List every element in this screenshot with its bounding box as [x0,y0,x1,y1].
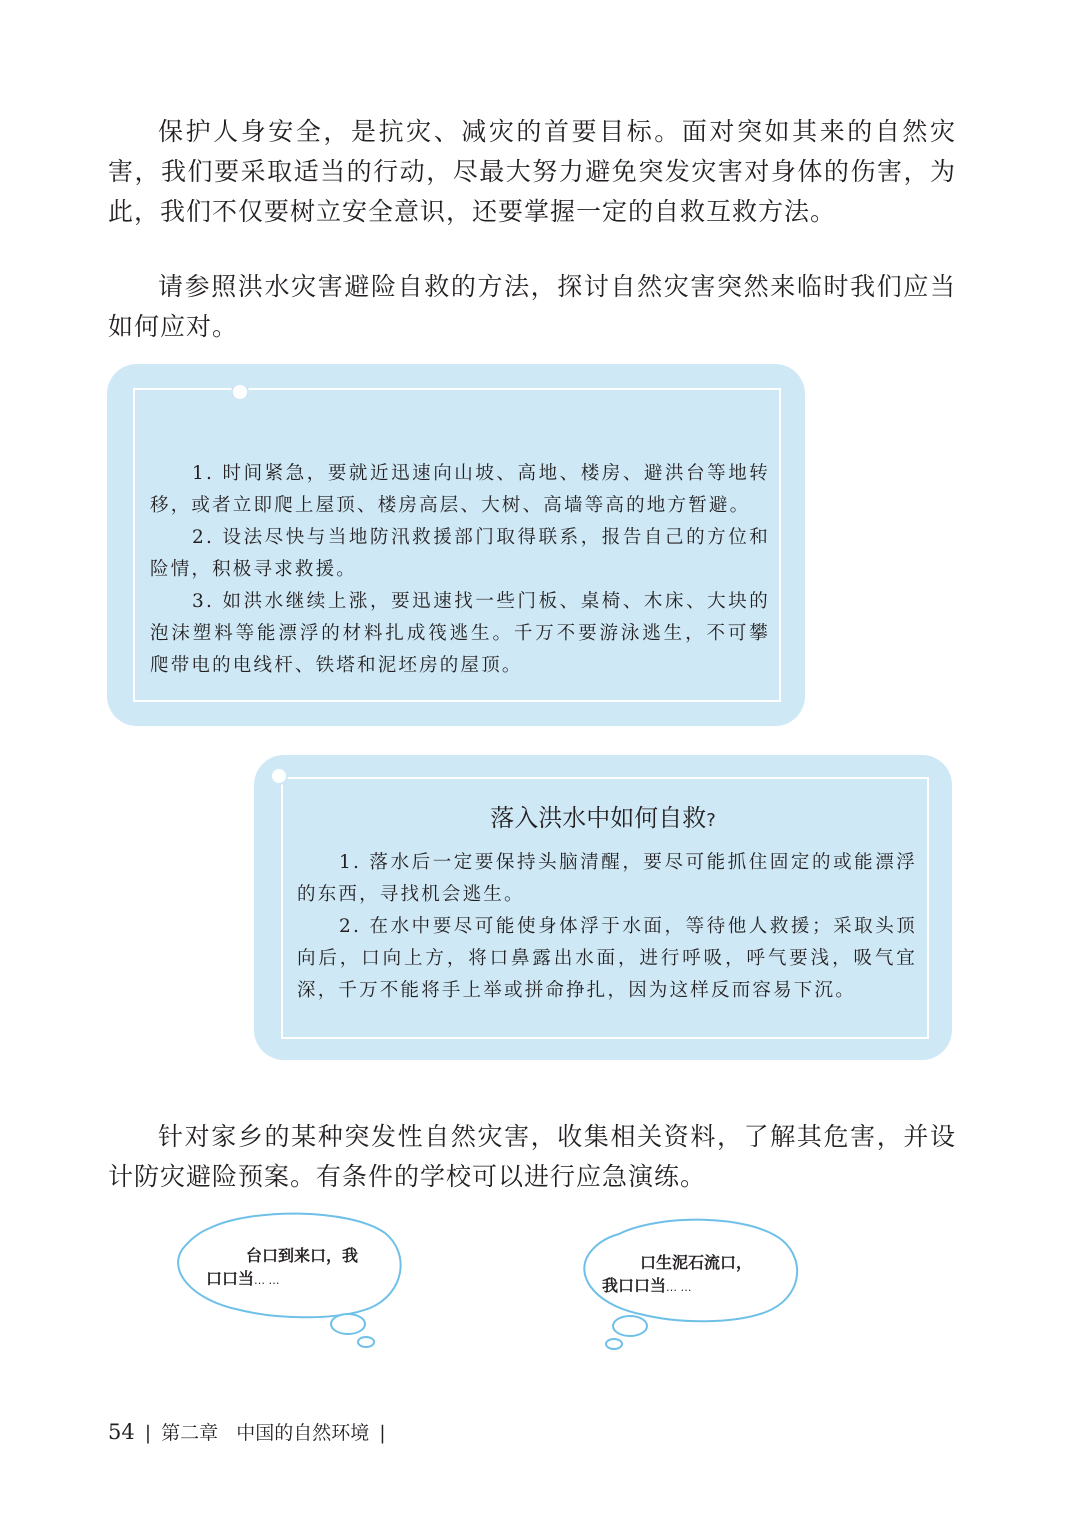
list-item: 1. 落水后一定要保持头脑清醒，要尽可能抓住固定的或能漂浮的东西，寻找机会逃生。 [297,852,917,905]
bubble-text-left-line1: 台口到来口，我 [246,1246,359,1265]
page-footer [108,1418,396,1445]
flood-avoidance-card [107,364,805,726]
bubble-text-right-line2: 我口口当… … [602,1276,692,1295]
chapter-title: 中国的自然环境 [236,1422,370,1444]
list-item: 2. 在水中要尽可能使身体浮于水面，等待他人救援；采取头顶向后，口向上方，将口鼻露出水面，进行呼吸，呼气要浅，吸气宜深，千万不能将手上举或拼命挣扎，因为这样反而容易下沉。 [297,916,917,1001]
intro-paragraph-2: 请参照洪水灾害避险自救的方法，探讨自然灾害突然来临时我们应当如何应对。 [108,272,956,341]
card-body [297,847,917,1007]
activity-paragraph: 针对家乡的某种突发性自然灾害，收集相关资料，了解其危害，并设计防灾避险预案。有条件的学校可以进行应急演练。 [108,1122,956,1191]
bubble-text-left-line2: 口口当… … [206,1269,280,1288]
card-title: 落入洪水中如何自救? [490,804,716,832]
chapter-label: 第二章 [161,1422,219,1444]
card-corner-dot [270,767,288,785]
card-body [150,458,770,682]
footer-divider: | [379,1422,386,1444]
list-item: 3. 如洪水继续上涨，要迅速找一些门板、桌椅、木床、大块的泡沫塑料等能漂浮的材料扎成筏逃生。千万不要游泳逃生，不可攀爬带电的电线杆、铁塔和泥坯房的屋顶。 [150,591,770,676]
page-number: 54 [108,1420,135,1444]
bubble-text-right-line1: 口生泥石流口， [640,1253,753,1272]
list-item: 2. 设法尽快与当地防汛救援部门取得联系，报告自己的方位和险情，积极寻求救援。 [150,527,770,580]
self-rescue-card [254,755,952,1060]
card-corner-dot [231,383,249,401]
list-item: 1. 时间紧急，要就近迅速向山坡、高地、楼房、避洪台等地转移，或者立即爬上屋顶、楼房高层、大树、高墙等高的地方暂避。 [150,463,770,516]
intro-paragraph-1: 保护人身安全，是抗灾、减灾的首要目标。面对突如其来的自然灾害，我们要采取适当的行动，尽最大努力避免突发灾害对身体的伤害，为此，我们不仅要树立安全意识，还要掌握一定的自救互救方法。 [108,117,956,226]
footer-divider: | [144,1422,152,1444]
